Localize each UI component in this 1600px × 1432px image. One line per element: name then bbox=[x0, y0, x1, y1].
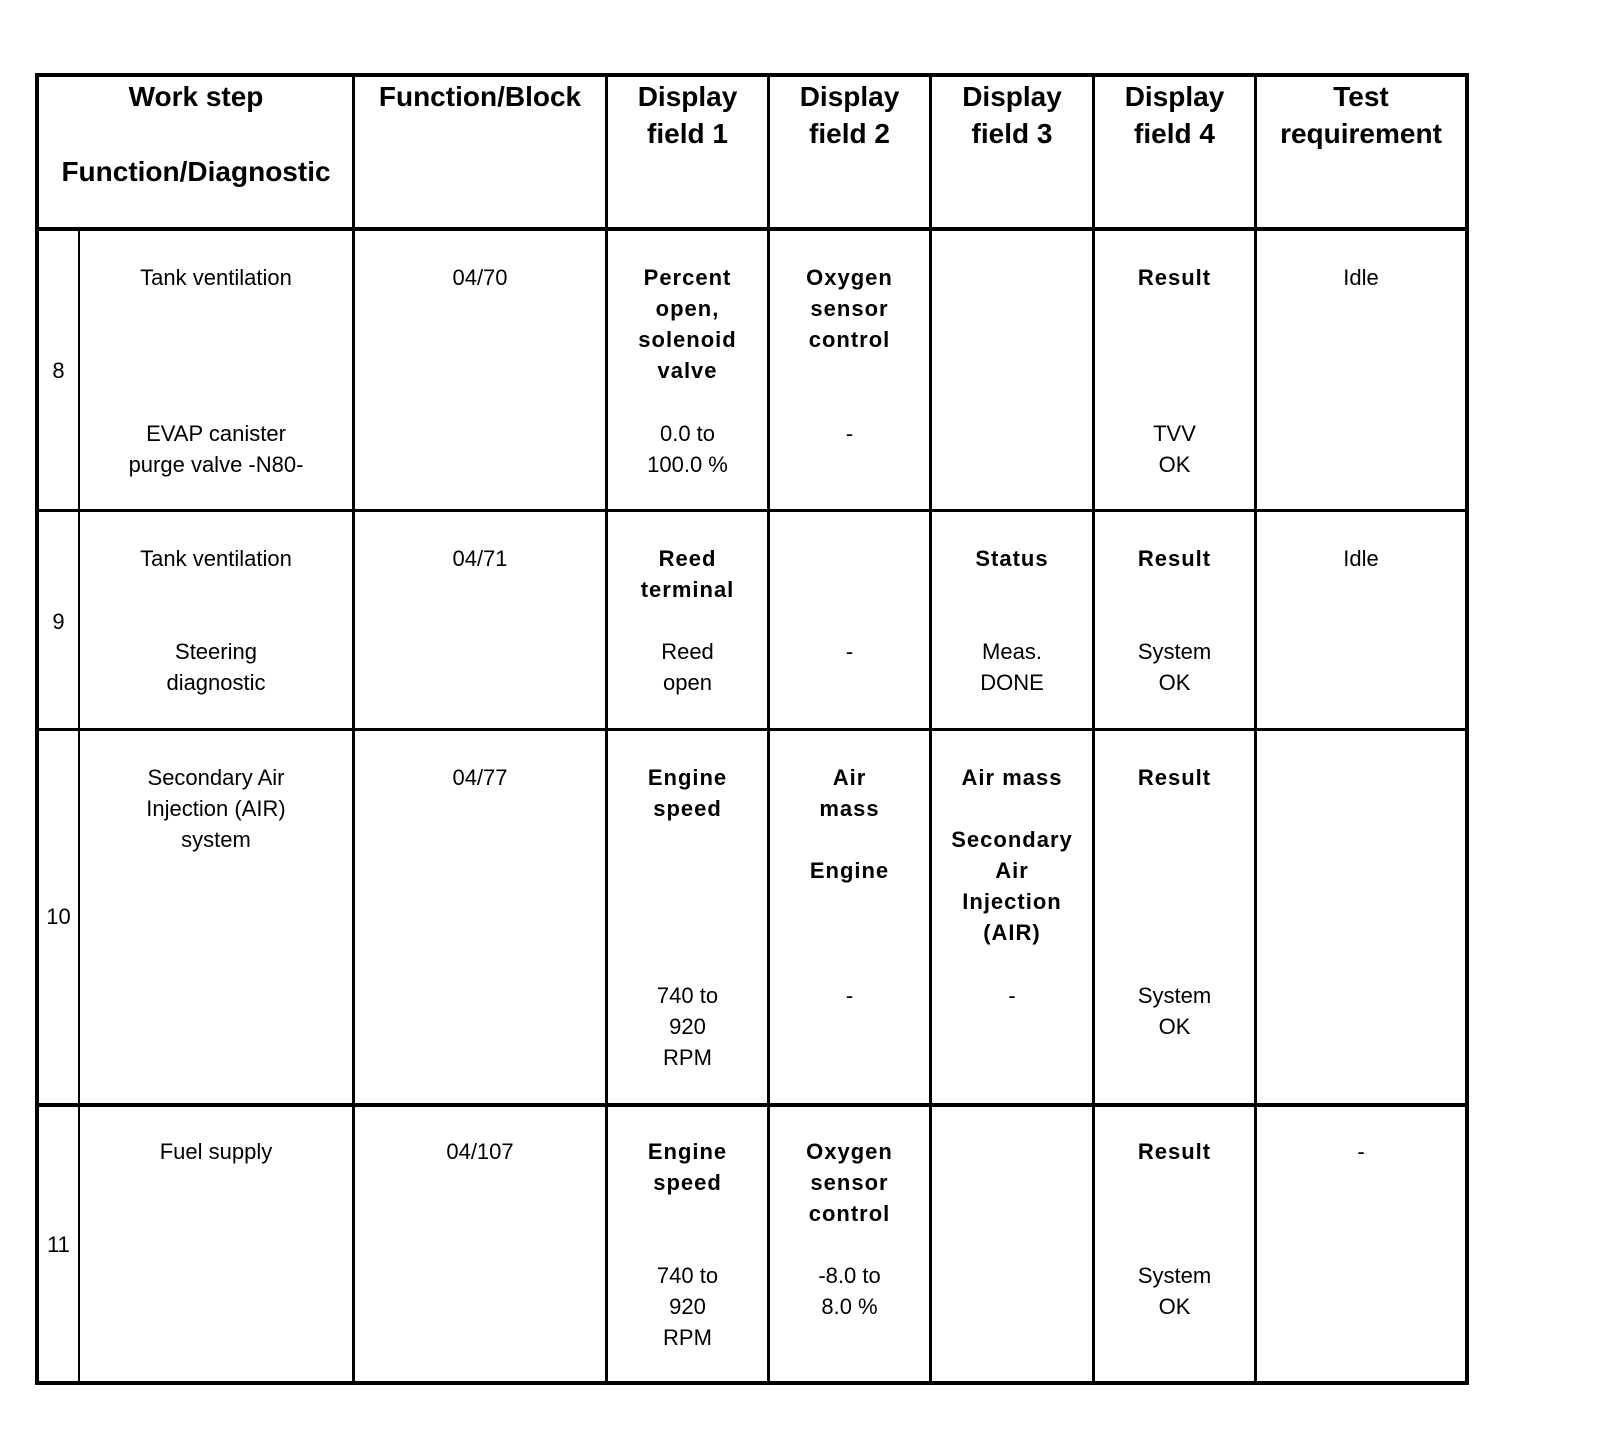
header-test-requirement: Test requirement bbox=[1280, 81, 1442, 149]
header-display-field-2: Display field 2 bbox=[799, 81, 900, 149]
row-function: Secondary Air Injection (AIR) system bbox=[146, 765, 286, 852]
row-diagnostic: Steering diagnostic bbox=[166, 639, 266, 695]
row-field2-value: - bbox=[845, 421, 854, 446]
row-field4-value: System OK bbox=[1137, 983, 1212, 1039]
row-field2-value: -8.0 to 8.0 % bbox=[818, 1263, 881, 1319]
row-step-number: 9 bbox=[52, 609, 65, 634]
row-field1-value: 740 to 920 RPM bbox=[656, 983, 719, 1070]
row-field2-label: Oxygen sensor control bbox=[806, 265, 893, 352]
row-field4-value: TVV OK bbox=[1153, 421, 1196, 477]
row-field4-value: System OK bbox=[1137, 639, 1212, 695]
row-block: 04/71 bbox=[452, 546, 508, 571]
header-display-field-1: Display field 1 bbox=[637, 81, 738, 149]
row-field1-label: Engine speed bbox=[647, 765, 728, 821]
column-divider bbox=[929, 73, 932, 1385]
row-field1-label: Reed terminal bbox=[640, 546, 735, 602]
row-function: Tank ventilation bbox=[140, 265, 292, 290]
row-field1-value: Reed open bbox=[661, 639, 714, 695]
row-field4-label: Result bbox=[1137, 546, 1212, 571]
row-field1-value: 0.0 to 100.0 % bbox=[647, 421, 728, 477]
row-test-requirement: Idle bbox=[1343, 546, 1379, 571]
row-field1-value: 740 to 920 RPM bbox=[656, 1263, 719, 1350]
header-function-block: Function/Block bbox=[378, 81, 582, 112]
row-function: Tank ventilation bbox=[140, 546, 292, 571]
header-display-field-3: Display field 3 bbox=[962, 81, 1062, 149]
row-block: 04/77 bbox=[452, 765, 508, 790]
row-step-number: 8 bbox=[52, 358, 65, 383]
row-field2-value: - bbox=[845, 983, 854, 1008]
row-block: 04/107 bbox=[446, 1139, 514, 1164]
header-display-field-4: Display field 4 bbox=[1124, 81, 1225, 149]
row-field2-label: Oxygen sensor control bbox=[806, 1139, 893, 1226]
row-field3-label: Air mass Secondary Air Injection (AIR) bbox=[951, 765, 1073, 945]
row-function: Fuel supply bbox=[159, 1139, 273, 1164]
row-block: 04/70 bbox=[452, 265, 508, 290]
header-work-step: Work step bbox=[128, 81, 264, 112]
row-field1-label: Engine speed bbox=[647, 1139, 728, 1195]
row-field4-value: System OK bbox=[1137, 1263, 1212, 1319]
row-step-number: 11 bbox=[47, 1232, 70, 1257]
row-field3-label: Status bbox=[975, 546, 1049, 571]
row-field3-value: Meas. DONE bbox=[980, 639, 1044, 695]
row-field2-label: Air mass Engine bbox=[809, 765, 890, 883]
row-diagnostic: EVAP canister purge valve -N80- bbox=[128, 421, 304, 477]
row-test-requirement: - bbox=[1357, 1139, 1365, 1164]
row-test-requirement: Idle bbox=[1343, 265, 1379, 290]
header-function-diagnostic: Function/Diagnostic bbox=[61, 156, 331, 187]
row-field3-value: - bbox=[1008, 983, 1016, 1008]
row-field4-label: Result bbox=[1137, 1139, 1212, 1164]
row-field2-value: - bbox=[845, 639, 854, 664]
row-field4-label: Result bbox=[1137, 765, 1212, 790]
row-field4-label: Result bbox=[1137, 265, 1212, 290]
row-step-number: 10 bbox=[46, 904, 71, 929]
row-field1-label: Percent open, solenoid valve bbox=[638, 265, 737, 383]
